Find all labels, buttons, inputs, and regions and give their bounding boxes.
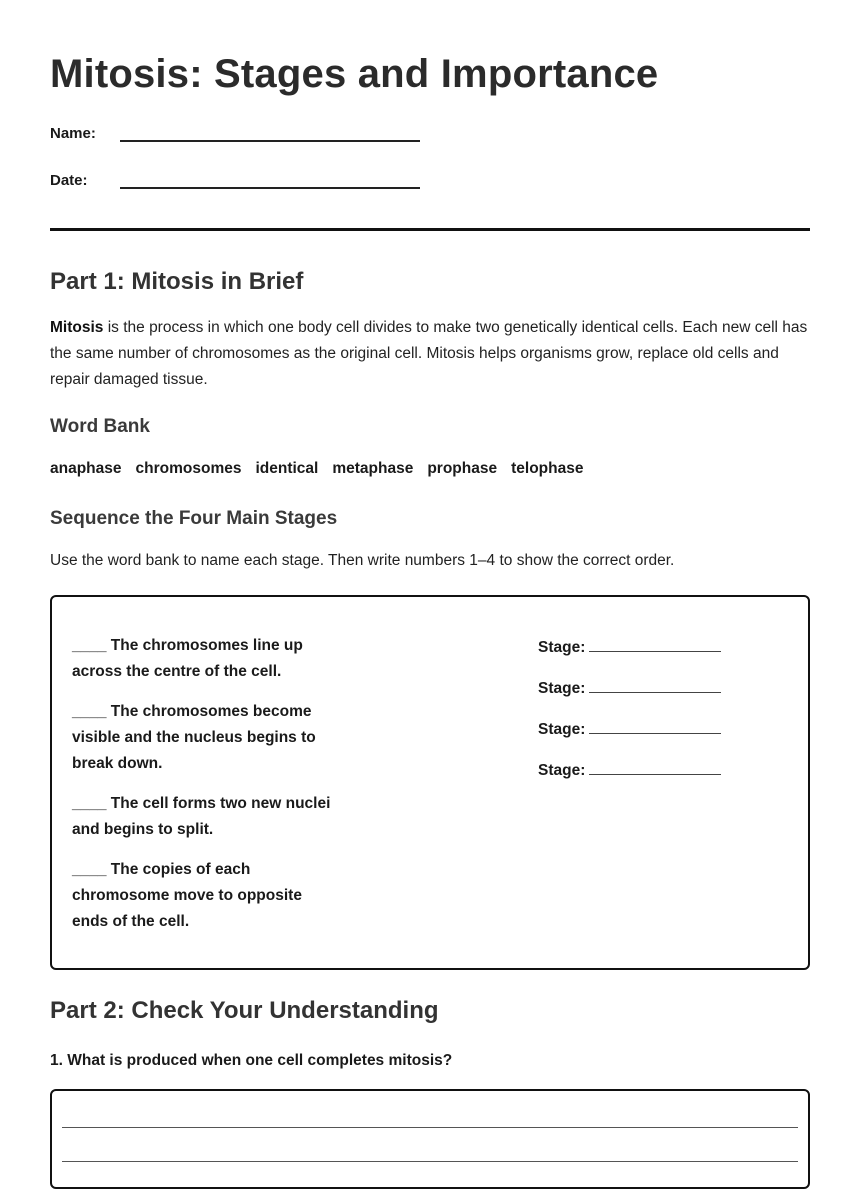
intro-paragraph xyxy=(50,315,810,393)
page-title: Mitosis: Stages and Importance xyxy=(50,52,659,96)
intro-term: Mitosis xyxy=(50,319,104,336)
part1-heading: Part 1: Mitosis in Brief xyxy=(50,268,304,295)
sequence-box xyxy=(50,595,810,970)
word-bank-item: metaphase xyxy=(332,460,414,477)
stage-answer-blank[interactable] xyxy=(589,674,721,693)
stage-answer-row xyxy=(538,756,721,797)
word-bank-item: prophase xyxy=(427,460,498,477)
stage-description: ____ The copies of each chromosome move to opposite ends of the cell. xyxy=(72,861,302,930)
word-bank xyxy=(50,460,583,478)
name-label: Name: xyxy=(50,125,96,142)
stage-answer-blank[interactable] xyxy=(589,633,721,652)
name-input-line[interactable] xyxy=(120,122,420,142)
answer-line[interactable] xyxy=(62,1161,798,1162)
word-bank-item: chromosomes xyxy=(135,460,242,477)
name-field xyxy=(50,122,420,142)
answer-line[interactable] xyxy=(62,1127,798,1128)
date-field xyxy=(50,169,420,189)
stage-answer-blank[interactable] xyxy=(589,756,721,775)
part2-heading: Part 2: Check Your Understanding xyxy=(50,997,439,1024)
stage-description: ____ The chromosomes line up across the centre of the cell. xyxy=(72,637,303,680)
stage-description: ____ The cell forms two new nuclei and begins to split. xyxy=(72,795,331,838)
stage-descriptions xyxy=(72,633,332,949)
answer-box-1[interactable] xyxy=(50,1089,810,1189)
stage-answer-blank[interactable] xyxy=(589,715,721,734)
stage-label: Stage: xyxy=(538,680,586,697)
date-input-line[interactable] xyxy=(120,169,420,189)
stage-description: ____ The chromosomes become visible and the nucleus begins to break down. xyxy=(72,703,316,772)
stage-answers xyxy=(538,633,721,797)
sequence-heading: Sequence the Four Main Stages xyxy=(50,508,338,529)
stage-label: Stage: xyxy=(538,762,586,779)
word-bank-item: telophase xyxy=(511,460,584,477)
word-bank-item: identical xyxy=(255,460,319,477)
stage-answer-row xyxy=(538,715,721,756)
intro-text: is the process in which one body cell divides to make two genetically identical cells. Each new cell has the same number of chromosomes as the original cell. Mitosis helps organisms grow, replace old cells and repair damaged tissue. xyxy=(50,319,808,388)
word-bank-heading: Word Bank xyxy=(50,416,150,437)
sequence-instructions: Use the word bank to name each stage. Then write numbers 1–4 to show the correct order. xyxy=(50,552,675,569)
word-bank-item: anaphase xyxy=(50,460,122,477)
stage-answer-row xyxy=(538,633,721,674)
stage-label: Stage: xyxy=(538,721,586,738)
stage-answer-row xyxy=(538,674,721,715)
date-label: Date: xyxy=(50,172,88,189)
question-1: 1. What is produced when one cell completes mitosis? xyxy=(50,1052,453,1069)
stage-label: Stage: xyxy=(538,639,586,656)
header-divider xyxy=(50,228,810,231)
